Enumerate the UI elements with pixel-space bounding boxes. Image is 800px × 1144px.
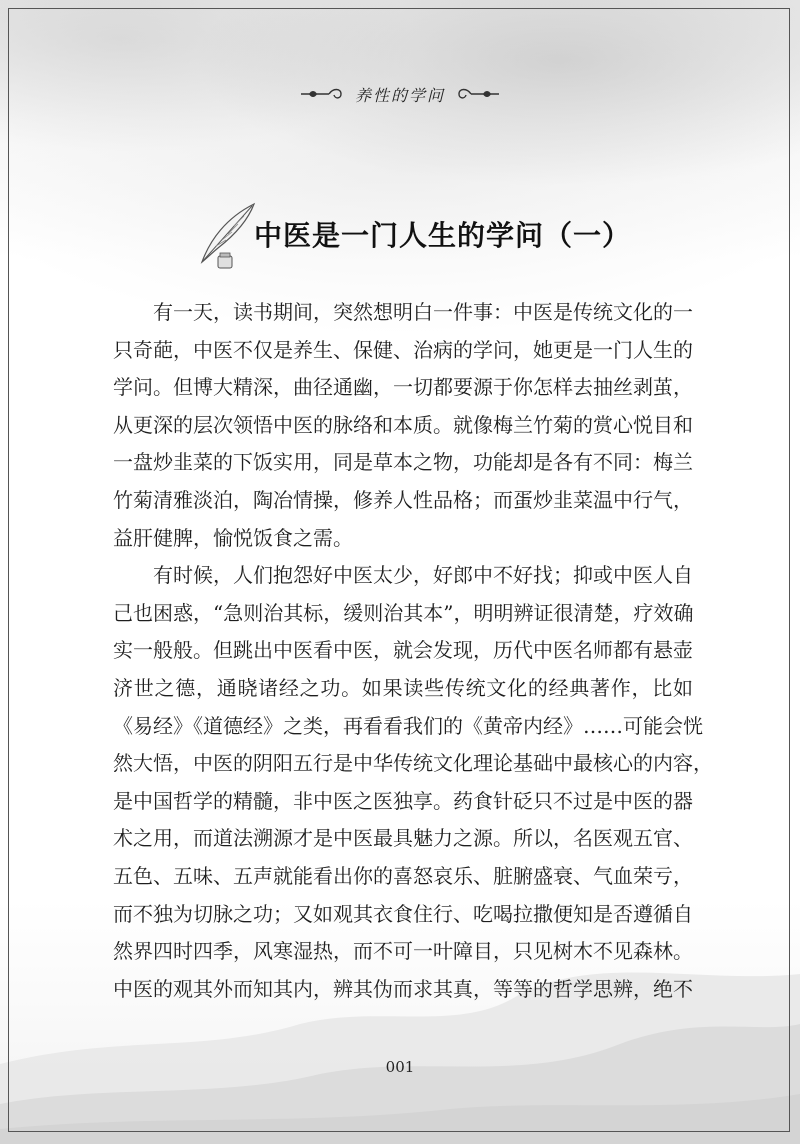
text-line: 《易经》《道德经》之类，再看看我们的《黄帝内经》……可能会恍 [113, 713, 703, 738]
right-ornament-icon [455, 86, 501, 102]
page-number: 001 [385, 1058, 415, 1076]
text-line: 竹菊清雅淡泊，陶冶情操，修养人性品格；而蛋炒韭菜温中行气， [113, 487, 693, 512]
text-line: 而不独为切脉之功；又如观其衣食住行、吃喝拉撒便知是否遵循自 [113, 901, 693, 926]
text-line: 五色、五味、五声就能看出你的喜怒哀乐、脏腑盛衰、气血荣亏， [113, 863, 693, 888]
quill-pen-icon [196, 200, 258, 272]
text-line: 一盘炒韭菜的下饭实用，同是草本之物，功能却是各有不同：梅兰 [113, 450, 693, 475]
text-line: 术之用，而道法溯源才是中医最具魅力之源。所以，名医观五官、 [113, 826, 693, 851]
article-body [113, 294, 713, 1008]
article-title-row [0, 200, 800, 272]
text-line: 然界四时四季，风寒湿热，而不可一叶障目，只见树木不见森林。 [113, 939, 693, 964]
text-line: 益肝健脾，愉悦饭食之需。 [113, 525, 353, 550]
text-line: 只奇葩，中医不仅是养生、保健、治病的学问，她更是一门人生的 [113, 337, 693, 362]
text-line: 有时候，人们抱怨好中医太少，好郎中不好找；抑或中医人自 [153, 563, 693, 588]
text-line: 从更深的层次领悟中医的脉络和本质。就像梅兰竹菊的赏心悦目和 [113, 412, 693, 437]
text-line: 学问。但博大精深，曲径通幽，一切都要源于你怎样去抽丝剥茧， [113, 375, 693, 400]
text-line: 然大悟，中医的阴阳五行是中华传统文化理论基础中最核心的内容， [113, 751, 713, 776]
left-ornament-icon [299, 86, 345, 102]
text-line: 济世之德，通晓诸经之功。如果读些传统文化的经典著作，比如 [113, 675, 693, 700]
text-line: 己也困惑，“急则治其标，缓则治其本”，明明辨证很清楚，疗效确 [113, 600, 694, 625]
text-line: 中医的观其外而知其内，辨其伪而求其真，等等的哲学思辨，绝不 [113, 976, 693, 1001]
running-header [0, 82, 800, 106]
text-line: 有一天，读书期间，突然想明白一件事：中医是传统文化的一 [153, 300, 693, 324]
running-header-title: 养性的学问 [354, 85, 445, 105]
article-title: 中医是一门人生的学问（一） [254, 219, 632, 252]
text-line: 实一般般。但跳出中医看中医，就会发现，历代中医名师都有悬壶 [113, 638, 693, 663]
text-line: 是中国哲学的精髓，非中医之医独享。药食针砭只不过是中医的器 [113, 788, 693, 813]
